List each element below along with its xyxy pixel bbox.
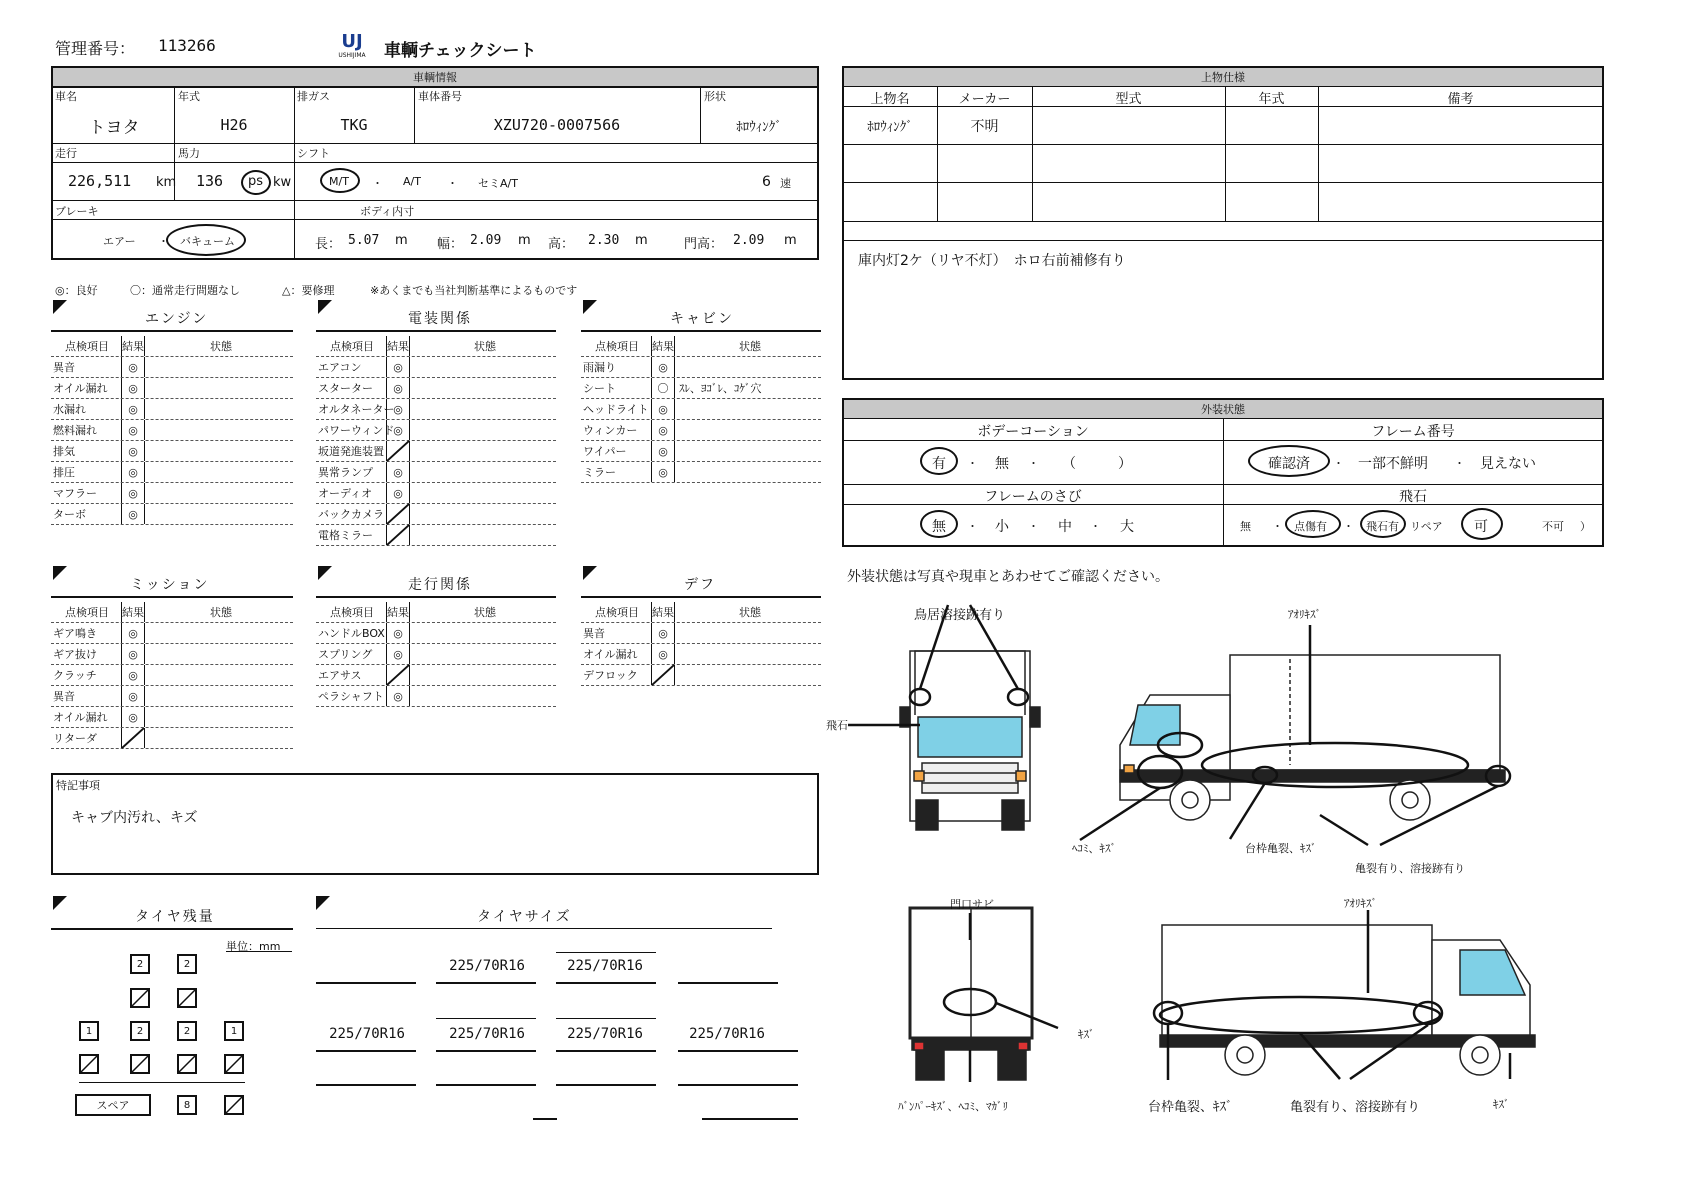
- tire-size-rear-4: 225/70R16: [689, 1026, 765, 1042]
- item-result: ◎: [651, 399, 675, 419]
- table-row: [51, 462, 293, 483]
- col-result: 結果: [651, 602, 675, 622]
- logo-mark: UJ: [341, 31, 363, 52]
- col-state: 状態: [739, 340, 761, 353]
- item-result: ◎: [121, 623, 145, 643]
- tire-slot-empty: [130, 988, 150, 1008]
- tire-size-front-left: 225/70R16: [449, 958, 525, 974]
- item-result: ◎: [121, 378, 145, 398]
- tire-slot-empty: [177, 1054, 197, 1074]
- table-row: [51, 665, 293, 686]
- item-name: オイル漏れ: [53, 711, 108, 724]
- body-inner-label: ボディ内寸: [360, 205, 415, 218]
- col-item: 点検項目: [65, 606, 109, 619]
- item-name: エアコン: [318, 361, 362, 374]
- item-result: ◎: [651, 623, 675, 643]
- item-name: ターボ: [53, 508, 86, 521]
- section-marker: [53, 300, 67, 314]
- tire-slot-empty: [224, 1054, 244, 1074]
- item-name: ウィンカー: [583, 424, 638, 437]
- table-row: [581, 644, 821, 665]
- fn-partial: 一部不鮮明: [1358, 456, 1428, 472]
- table-row: [581, 378, 821, 399]
- st-stone: 飛石有: [1366, 520, 1399, 533]
- col-state: 状態: [210, 606, 232, 619]
- table-row: [51, 420, 293, 441]
- upper-spec-header: 上物仕様: [844, 68, 1602, 87]
- col-result: 結果: [121, 336, 145, 356]
- tire-spare: 8: [177, 1095, 197, 1115]
- table-row: [51, 378, 293, 399]
- tire-rear-2: 2: [130, 1021, 150, 1041]
- item-name: 燃料漏れ: [53, 424, 97, 437]
- mileage-label: 走行: [55, 147, 77, 160]
- running-title: 走行関係: [408, 577, 472, 593]
- dim-hei: 2.30: [588, 233, 620, 248]
- item-result: [651, 665, 675, 685]
- item-name: 異音: [583, 627, 605, 640]
- dot: ・: [1333, 457, 1344, 470]
- item-name: 異音: [53, 690, 75, 703]
- tire-slot-empty: [177, 988, 197, 1008]
- item-result: ◎: [386, 462, 410, 482]
- annot-kiretsu-upper: 亀裂有り、溶接跡有り: [1355, 862, 1465, 875]
- upper-header-name: 上物名: [870, 92, 910, 107]
- table-row: [51, 623, 293, 644]
- fr-none: 無: [932, 519, 946, 535]
- engine-title: エンジン: [145, 311, 209, 327]
- table-header-row: [581, 602, 821, 623]
- annot-kiretsu-lower: 亀裂有り、溶接跡有り: [1290, 1100, 1421, 1115]
- tire-size-rear-1: 225/70R16: [329, 1026, 405, 1042]
- tire-size-front-right: 225/70R16: [567, 958, 643, 974]
- section-marker: [318, 300, 332, 314]
- item-result: ◎: [121, 686, 145, 706]
- item-result: ◎: [121, 483, 145, 503]
- body-coat-label: ボデーコーション: [977, 424, 1089, 440]
- cabin-title: キャビン: [670, 311, 734, 327]
- col-state: 状態: [739, 606, 761, 619]
- item-result: [121, 728, 145, 748]
- table-row: [51, 707, 293, 728]
- table-row: [316, 420, 556, 441]
- item-result: ◎: [386, 483, 410, 503]
- gear-count: 6: [762, 174, 771, 190]
- col-state: 状態: [474, 340, 496, 353]
- power-ps: ps: [248, 174, 264, 189]
- dot: ・: [1454, 457, 1465, 470]
- truck-diagrams: [820, 595, 1620, 1135]
- item-result: ◎: [121, 707, 145, 727]
- legend-ok: 〇：通常走行問題なし: [130, 284, 240, 297]
- item-result: ◎: [121, 665, 145, 685]
- table-row: [316, 357, 556, 378]
- frame-rust-label: フレームのさび: [984, 489, 1082, 505]
- annot-aori-lower: ｱｵﾘｷｽﾞ: [1344, 897, 1377, 910]
- dim-unit: m: [395, 233, 408, 248]
- legend-good: ◎：良好: [55, 284, 98, 297]
- power-label: 馬力: [178, 147, 200, 160]
- item-name: エアサス: [318, 669, 362, 682]
- item-name: ワイパー: [583, 445, 627, 458]
- table-row: [581, 441, 821, 462]
- dot: ・: [1028, 520, 1039, 533]
- col-item: 点検項目: [65, 340, 109, 353]
- dot: ・: [1028, 457, 1039, 470]
- dim-unit: m: [518, 233, 531, 248]
- shift-mt: M/T: [329, 175, 349, 188]
- dot: ・: [1272, 520, 1283, 533]
- vehicle-chassis: XZU720-0007566: [493, 116, 621, 134]
- table-row: [51, 357, 293, 378]
- truck-side-view-upper: [1120, 655, 1505, 820]
- tire-slot-empty: [79, 1054, 99, 1074]
- item-result: ◎: [386, 686, 410, 706]
- item-name: 水漏れ: [53, 403, 86, 416]
- annot-aori-upper: ｱｵﾘｷｽﾞ: [1288, 608, 1321, 621]
- item-result: ◎: [121, 420, 145, 440]
- diff-title: デフ: [684, 577, 716, 593]
- mileage-unit: km: [156, 175, 177, 190]
- legend-note: ※あくまでも当社判断基準によるものです: [370, 284, 578, 297]
- annot-daiwaku-upper: 台枠亀裂、ｷｽﾞ: [1245, 842, 1317, 855]
- item-name: オイル漏れ: [583, 648, 638, 661]
- table-header-row: [51, 602, 293, 623]
- item-result: [386, 504, 410, 524]
- table-row: [316, 525, 556, 546]
- brake-air: エアー: [103, 235, 136, 248]
- item-name: 排圧: [53, 466, 75, 479]
- st-point: 点傷有: [1294, 520, 1327, 533]
- vehicle-shape: ﾎﾛｳｨﾝｸﾞ: [736, 119, 782, 135]
- mission-title: ミッション: [130, 577, 210, 593]
- table-row: [316, 399, 556, 420]
- paren-close: ）: [1580, 520, 1591, 533]
- dot: ・: [447, 177, 458, 190]
- truck-front-view: [900, 651, 1040, 830]
- table-header-row: [316, 602, 556, 623]
- item-result: ◎: [121, 462, 145, 482]
- dot: ・: [158, 235, 169, 248]
- item-result: ◎: [121, 357, 145, 377]
- col-result: 結果: [386, 336, 410, 356]
- tire-rear-1: 1: [79, 1021, 99, 1041]
- table-row: [581, 623, 821, 644]
- fn-invisible: 見えない: [1480, 456, 1536, 472]
- item-result: 〇: [651, 378, 675, 398]
- table-row: [51, 686, 293, 707]
- item-name: 電格ミラー: [318, 529, 373, 542]
- exterior-notice: 外装状態は写真や現車とあわせてご確認ください。: [847, 569, 1169, 585]
- table-row: [316, 644, 556, 665]
- item-name: パワーウィンド: [318, 424, 395, 437]
- item-name: 排気: [53, 445, 75, 458]
- sheet-title: 車輌チェックシート: [384, 41, 537, 61]
- annot-kizu-front: ｷｽﾞ: [1493, 1098, 1510, 1111]
- col-item: 点検項目: [330, 340, 374, 353]
- item-result: ◎: [386, 378, 410, 398]
- item-result: ◎: [651, 420, 675, 440]
- item-name: バックカメラ: [318, 508, 384, 521]
- kanri-label: 管理番号：: [55, 39, 136, 58]
- item-name: クラッチ: [53, 669, 97, 682]
- col-state: 状態: [474, 606, 496, 619]
- section-marker: [583, 566, 597, 580]
- stone-label: 飛石: [1399, 489, 1427, 505]
- item-name: 雨漏り: [583, 361, 616, 374]
- item-result: [386, 441, 410, 461]
- table-row: [316, 378, 556, 399]
- item-result: [386, 665, 410, 685]
- item-name: デフロック: [583, 669, 638, 682]
- st-ng: 不可: [1542, 520, 1564, 533]
- item-result: [386, 525, 410, 545]
- item-result: ◎: [121, 504, 145, 524]
- annot-torii: 鳥居溶接跡有り: [914, 608, 1006, 623]
- item-name: リターダ: [53, 732, 97, 745]
- section-marker: [583, 300, 597, 314]
- col-item: 点検項目: [595, 340, 639, 353]
- upper-note-text: 庫内灯2ケ（リヤ不灯） ホロ右前補修有り: [858, 253, 1126, 269]
- item-name: 異常ランプ: [318, 466, 373, 479]
- annot-monguchi: 門口サビ: [950, 898, 994, 911]
- item-result: ◎: [121, 399, 145, 419]
- dim-wid: 2.09: [470, 233, 502, 248]
- table-row: [51, 483, 293, 504]
- dim-len: 5.07: [348, 233, 380, 248]
- item-result: ◎: [651, 441, 675, 461]
- tire-unit: 単位：mm: [226, 940, 281, 953]
- item-state: ｽﾚ、ﾖｺﾞﾚ、ｺｹﾞ穴: [679, 382, 762, 395]
- col-item: 点検項目: [595, 606, 639, 619]
- tire-size-rear-3: 225/70R16: [567, 1026, 643, 1042]
- st-none: 無: [1240, 520, 1251, 533]
- upper-name-value: ﾎﾛｳｨﾝｸﾞ: [867, 120, 913, 135]
- vehicle-gas: TKG: [340, 116, 368, 134]
- item-name: ミラー: [583, 466, 616, 479]
- tire-remain-title: タイヤ残量: [135, 909, 215, 925]
- name-label: 車名: [55, 90, 77, 103]
- dot: ・: [1090, 520, 1101, 533]
- fr-big: 大: [1120, 519, 1134, 535]
- upper-header-note: 備考: [1447, 92, 1474, 107]
- item-result: ◎: [386, 399, 410, 419]
- dim-unit: m: [784, 233, 797, 248]
- table-row: [51, 728, 293, 749]
- logo-sub: USHIJIMA: [338, 52, 366, 59]
- tire-front-left: 2: [130, 954, 150, 974]
- table-header-row: [581, 336, 821, 357]
- remarks-text: キャブ内汚れ、キズ: [71, 810, 198, 826]
- tire-size-rear-2: 225/70R16: [449, 1026, 525, 1042]
- dim-gate: 2.09: [733, 233, 765, 248]
- annot-tobiishi: 飛石: [826, 719, 848, 732]
- table-row: [581, 462, 821, 483]
- vehicle-year: H26: [220, 116, 248, 134]
- fn-confirmed: 確認済: [1268, 456, 1310, 472]
- item-name: オルタネーター: [318, 403, 395, 416]
- dot: ・: [967, 457, 978, 470]
- dot: ・: [1343, 520, 1354, 533]
- item-name: 異音: [53, 361, 75, 374]
- table-row: [316, 441, 556, 462]
- col-result: 結果: [121, 602, 145, 622]
- section-marker: [53, 566, 67, 580]
- table-row: [316, 686, 556, 707]
- shift-at: A/T: [403, 175, 421, 188]
- table-row: [581, 665, 821, 686]
- st-ok: 可: [1474, 519, 1488, 535]
- col-state: 状態: [210, 340, 232, 353]
- shift-semi: セミA/T: [478, 177, 518, 190]
- col-item: 点検項目: [330, 606, 374, 619]
- shift-label: シフト: [297, 147, 330, 160]
- st-repair: リペア: [1410, 520, 1443, 533]
- table-row: [51, 399, 293, 420]
- section-marker: [316, 896, 330, 910]
- item-result: ◎: [121, 441, 145, 461]
- bc-have: 有: [932, 456, 946, 472]
- fr-mid: 中: [1058, 519, 1072, 535]
- shape-label: 形状: [704, 90, 726, 103]
- bc-none: 無: [995, 456, 1009, 472]
- table-row: [51, 644, 293, 665]
- item-name: ギア鳴き: [53, 627, 97, 640]
- annot-bumper: ﾊﾞﾝﾊﾟｰｷｽﾞ、ﾍｺﾐ、ﾏｶﾞﾘ: [898, 1100, 1008, 1113]
- legend-repair: △：要修理: [282, 284, 335, 297]
- item-name: スターター: [318, 382, 373, 395]
- dim-hei-label: 高：: [548, 237, 575, 252]
- item-name: オイル漏れ: [53, 382, 108, 395]
- dot: ・: [967, 520, 978, 533]
- exterior-header: 外装状態: [844, 400, 1602, 419]
- kanri-number: 113266: [158, 36, 216, 55]
- item-result: ◎: [651, 357, 675, 377]
- power-kw: kw: [273, 175, 292, 190]
- brake-label: ブレーキ: [55, 205, 99, 218]
- upper-header-year: 年式: [1258, 92, 1285, 107]
- vehicle-name: トヨタ: [88, 117, 140, 138]
- table-header-row: [316, 336, 556, 357]
- dim-unit: m: [635, 233, 648, 248]
- col-result: 結果: [386, 602, 410, 622]
- electric-title: 電装関係: [408, 311, 472, 327]
- upper-maker-value: 不明: [970, 119, 999, 135]
- annot-daiwaku-lower: 台枠亀裂、ｷｽﾞ: [1148, 1100, 1233, 1115]
- upper-header-maker: メーカー: [958, 92, 1011, 107]
- table-row: [316, 623, 556, 644]
- item-name: ハンドルBOX: [318, 627, 385, 640]
- gas-label: 排ガス: [297, 90, 330, 103]
- table-row: [51, 441, 293, 462]
- item-result: ◎: [386, 420, 410, 440]
- vehicle-info-header: 車輌情報: [53, 68, 817, 87]
- item-name: ヘッドライト: [583, 403, 649, 416]
- item-result: ◎: [121, 644, 145, 664]
- item-result: ◎: [651, 462, 675, 482]
- table-row: [316, 504, 556, 525]
- item-name: シート: [583, 382, 616, 395]
- item-name: オーディオ: [318, 487, 373, 500]
- table-header-row: [51, 336, 293, 357]
- power-value: 136: [196, 172, 224, 190]
- table-row: [581, 357, 821, 378]
- item-result: ◎: [651, 644, 675, 664]
- section-marker: [318, 566, 332, 580]
- spare-label: スペア: [75, 1094, 151, 1116]
- item-result: ◎: [386, 623, 410, 643]
- upper-header-model: 型式: [1115, 92, 1142, 107]
- remarks-box: [51, 773, 819, 875]
- annot-kizu-rear: ｷｽﾞ: [1078, 1028, 1095, 1041]
- tire-slot-empty: [224, 1095, 244, 1115]
- year-label: 年式: [178, 90, 200, 103]
- gear-unit: 速: [780, 177, 791, 190]
- table-row: [316, 462, 556, 483]
- dim-gate-label: 門高：: [684, 237, 724, 252]
- table-row: [581, 420, 821, 441]
- item-name: ペラシャフト: [318, 690, 384, 703]
- dim-len-label: 長：: [315, 237, 342, 252]
- company-logo: [328, 32, 376, 62]
- annot-hekomi: ﾍｺﾐ、ｷｽﾞ: [1072, 842, 1116, 855]
- tire-slot-empty: [130, 1054, 150, 1074]
- chassis-label: 車体番号: [418, 90, 462, 103]
- tire-rear-3: 2: [177, 1021, 197, 1041]
- frame-no-label: フレーム番号: [1371, 424, 1455, 440]
- table-row: [581, 399, 821, 420]
- upper-spec-box: [842, 66, 1604, 380]
- table-row: [316, 665, 556, 686]
- tire-rear-4: 1: [224, 1021, 244, 1041]
- table-row: [51, 504, 293, 525]
- bc-paren: （ ）: [1062, 456, 1132, 472]
- col-result: 結果: [651, 336, 675, 356]
- section-marker: [53, 896, 67, 910]
- item-name: ギア抜け: [53, 648, 97, 661]
- table-row: [316, 483, 556, 504]
- remarks-label: 特記事項: [56, 779, 100, 792]
- dot: ・: [372, 177, 383, 190]
- fr-small: 小: [995, 519, 1009, 535]
- item-result: ◎: [386, 644, 410, 664]
- tire-size-title: タイヤサイズ: [477, 909, 572, 925]
- item-name: 坂道発進装置: [318, 445, 384, 458]
- item-name: スプリング: [318, 648, 373, 661]
- dim-wid-label: 幅：: [437, 237, 464, 252]
- item-result: ◎: [386, 357, 410, 377]
- tire-front-right: 2: [177, 954, 197, 974]
- item-name: マフラー: [53, 487, 97, 500]
- mileage-value: 226,511: [68, 172, 132, 190]
- brake-vac: バキューム: [180, 235, 235, 248]
